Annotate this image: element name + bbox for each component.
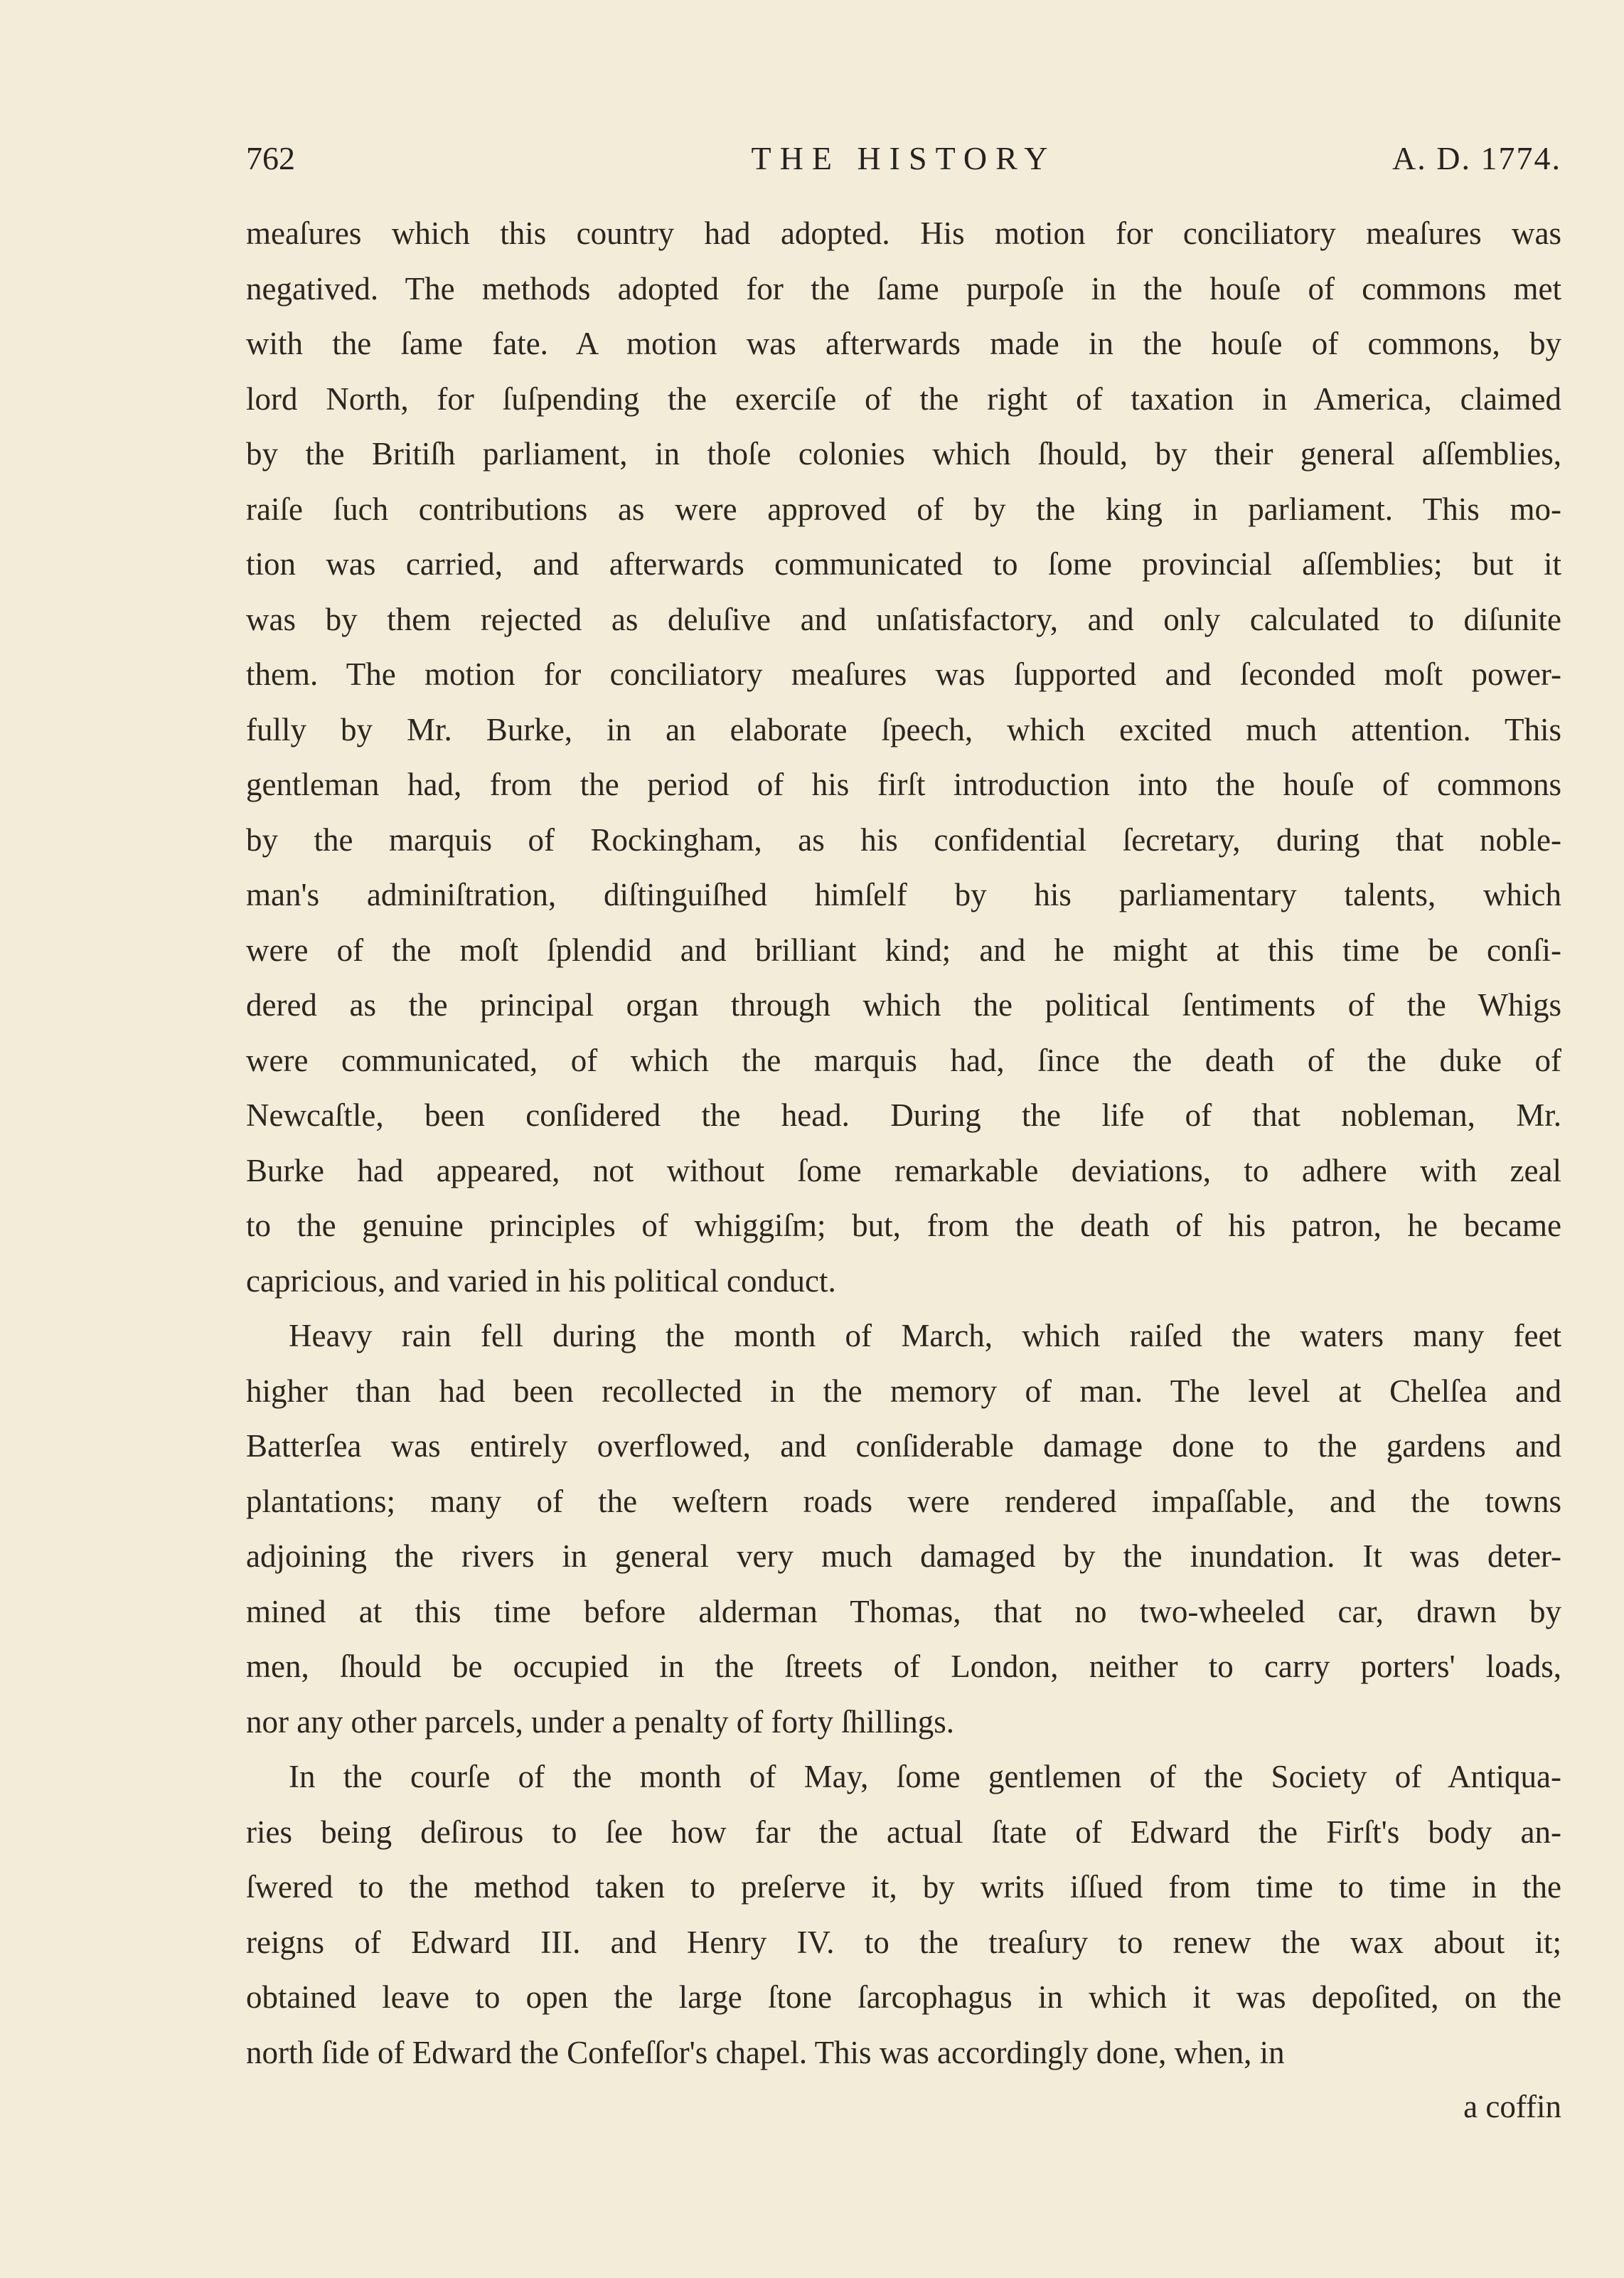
text-line: dered as the principal organ through which the political ſentiments of the Whigs (246, 987, 1561, 1023)
text-line: were communicated, of which the marquis had, ſince the death of the duke of (246, 1042, 1561, 1078)
text-line: tion was carried, and afterwards communicated to ſome provincial aſſemblies; but it (246, 546, 1561, 582)
text-line: was by them rejected as deluſive and unſatisfactory, and only calculated to diſunite (246, 601, 1561, 637)
text-line: Burke had appeared, not without ſome remarkable deviations, to adhere with zeal (246, 1152, 1561, 1188)
text-line: men, ſhould be occupied in the ſtreets of London, neither to carry porters' loads, (246, 1649, 1561, 1684)
text-line: higher than had been recollected in the memory of man. The level at Chelſea and (246, 1373, 1561, 1409)
catchword: a coffin (1463, 2089, 1561, 2124)
body-text (246, 206, 1561, 2080)
text-line: by the marquis of Rockingham, as his confidential ſecretary, during that noble- (246, 821, 1561, 858)
page-number: 762 (246, 140, 295, 176)
text-line: In the courſe of the month of May, ſome gentlemen of the Society of Antiqua- (289, 1759, 1561, 1794)
text-line: nor any other parcels, under a penalty of forty ſhillings. (246, 1703, 954, 1740)
text-line: with the ſame fate. A motion was afterwards made in the houſe of commons, by (246, 326, 1561, 361)
text-line: reigns of Edward III. and Henry IV. to the treaſury to renew the wax about it; (246, 1924, 1561, 1960)
text-line: to the genuine principles of whiggiſm; but, from the death of his patron, he became (246, 1208, 1561, 1243)
year-heading: A. D. 1774. (1392, 140, 1561, 176)
paragraph (246, 1309, 1561, 1750)
text-line: plantations; many of the weſtern roads were rendered impaſſable, and the towns (246, 1483, 1561, 1519)
paragraph (246, 1750, 1561, 2080)
paragraph (246, 206, 1561, 1309)
text-line: ſwered to the method taken to preſerve it, by writs iſſued from time to time in the (246, 1869, 1561, 1905)
text-line: negatived. The methods adopted for the ſame purpoſe in the houſe of commons met (246, 270, 1561, 307)
text-line: gentleman had, from the period of his firſt introduction into the houſe of commons (246, 767, 1561, 802)
text-line: mined at this time before alderman Thomas, that no two-wheeled car, drawn by (246, 1593, 1561, 1629)
text-line: raiſe ſuch contributions as were approved of by the king in parliament. This mo- (246, 491, 1561, 527)
text-line: were of the moſt ſplendid and brilliant kind; and he might at this time be conſi- (246, 932, 1561, 968)
text-line: Heavy rain fell during the month of March, which raiſed the waters many feet (289, 1318, 1561, 1353)
text-line: capricious, and varied in his political conduct. (246, 1262, 836, 1299)
text-line: fully by Mr. Burke, in an elaborate ſpeech, which excited much attention. This (246, 711, 1561, 747)
text-line: meaſures which this country had adopted. His motion for conciliatory meaſures was (246, 215, 1561, 251)
text-line: north ſide of Edward the Confeſſor's chapel. This was accordingly done, when, in (246, 2034, 1285, 2070)
text-line: obtained leave to open the large ſtone ſarcophagus in which it was depoſited, on the (246, 1979, 1561, 2015)
running-title: THE HISTORY (751, 140, 1057, 176)
text-line: Newcaſtle, been conſidered the head. During the life of that nobleman, Mr. (246, 1097, 1561, 1133)
text-line: man's adminiſtration, diſtinguiſhed himſelf by his parliamentary talents, which (246, 877, 1561, 912)
text-line: them. The motion for conciliatory meaſures was ſupported and ſeconded moſt power- (246, 656, 1561, 692)
text-line: adjoining the rivers in general very much damaged by the inundation. It was deter- (246, 1538, 1561, 1574)
text-line: Batterſea was entirely overflowed, and conſiderable damage done to the gardens and (246, 1428, 1561, 1464)
text-line: lord North, for ſuſpending the exerciſe of the right of taxation in America, claimed (246, 380, 1561, 417)
text-line: by the Britiſh parliament, in thoſe colonies which ſhould, by their general aſſemblies, (246, 436, 1561, 472)
page-header (246, 139, 1561, 189)
text-line: ries being deſirous to ſee how far the actual ſtate of Edward the Firſt's body an- (246, 1814, 1561, 1850)
